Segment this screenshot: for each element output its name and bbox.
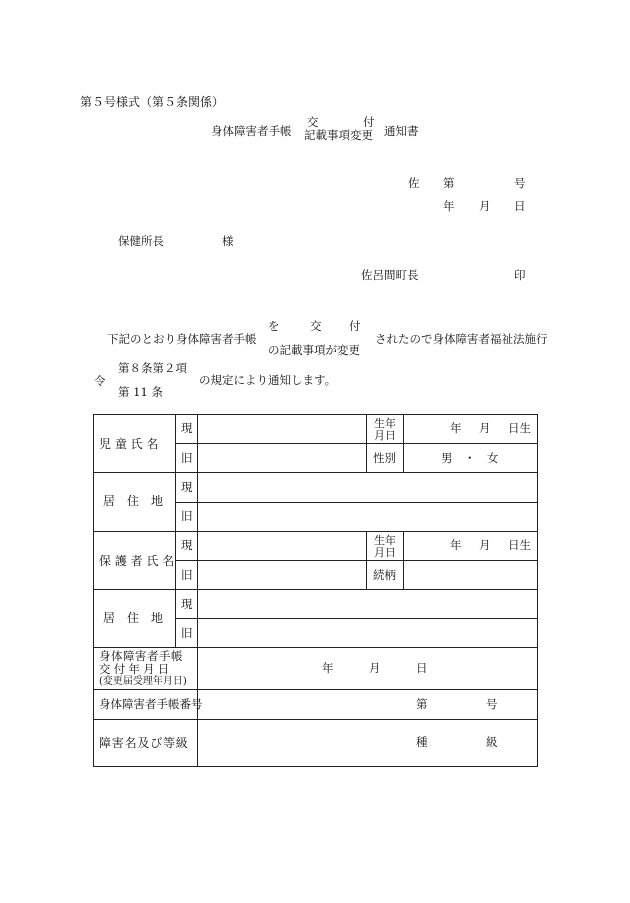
issue-date-year: 年 xyxy=(322,661,334,675)
form-number-label: 第５号様式（第５条関係） xyxy=(80,95,225,109)
guardian-dob-day: 日生 xyxy=(508,538,531,552)
issue-date-day: 日 xyxy=(416,661,428,675)
issuer-seal: 印 xyxy=(514,268,526,282)
notebook-number-gou: 号 xyxy=(486,697,498,711)
body-line1-suffix: されたので身体障害者福祉法施行 xyxy=(375,332,548,346)
issue-date-label-line1: 身体障害者手帳 xyxy=(99,649,183,663)
body-option-wo: を xyxy=(268,319,280,333)
date-year: 年 xyxy=(443,199,455,213)
guardian-current-label: 現 xyxy=(181,538,193,552)
issuer-name: 佐呂間町長 xyxy=(361,268,419,282)
label-guardian-residence xyxy=(103,612,167,624)
date-day: 日 xyxy=(514,199,526,213)
child-current-label: 現 xyxy=(181,421,193,435)
body-option-fu: 付 xyxy=(349,319,361,333)
table-grid-lines xyxy=(93,414,538,767)
child-dob-month: 月 xyxy=(479,421,491,435)
issue-date-label-line3: (変更届受理年月日) xyxy=(99,676,187,687)
addressee-sama: 様 xyxy=(222,234,234,248)
ref-sa: 佐 xyxy=(408,176,420,190)
guardian-residence-current-label: 現 xyxy=(181,597,193,611)
issue-date-label-line2: 交付年月日 xyxy=(99,662,173,676)
child-former-label: 旧 xyxy=(181,451,193,465)
notice-table xyxy=(93,414,538,767)
child-residence-current-label: 現 xyxy=(181,480,193,494)
disability-label: 障害名及び等級 xyxy=(99,736,189,750)
label-child-name: 児 童 氏 名 xyxy=(99,437,159,451)
child-dob-day: 日生 xyxy=(508,421,531,435)
body-line2-rei: 令 xyxy=(94,374,106,388)
child-dob-year: 年 xyxy=(450,421,462,435)
title-option-issue-kou: 交 xyxy=(307,115,319,129)
label-guardian-name: 保 護 者 氏 名 xyxy=(99,554,175,568)
guardian-dob-label-1: 生年 xyxy=(374,534,396,547)
disability-shu: 種 xyxy=(416,735,428,749)
ref-gou: 号 xyxy=(514,176,526,190)
child-residence-former-label: 旧 xyxy=(181,509,193,523)
child-dob-label-1: 生年 xyxy=(374,417,396,430)
disability-kyu: 級 xyxy=(486,735,498,749)
guardian-residence-former-label: 旧 xyxy=(181,626,193,640)
issue-date-month: 月 xyxy=(369,661,381,675)
body-option-kou: 交 xyxy=(310,319,322,333)
title-option-change: 記載事項変更 xyxy=(304,128,373,142)
body-option-change: の記載事項が変更 xyxy=(268,343,360,357)
guardian-dob-year: 年 xyxy=(450,538,462,552)
body-option-article8: 第８条第２項 xyxy=(118,361,187,375)
title-option-issue-fu: 付 xyxy=(363,115,375,129)
guardian-former-label: 旧 xyxy=(181,568,193,582)
child-dob-label-2: 月日 xyxy=(374,429,396,442)
title-suffix: 通知書 xyxy=(384,124,419,138)
date-month: 月 xyxy=(479,199,491,213)
guardian-dob-label-2: 月日 xyxy=(374,546,396,559)
ref-dai: 第 xyxy=(443,176,455,190)
residence-text: 居 住 地 xyxy=(103,494,164,508)
notebook-number-label: 身体障害者手帳番号 xyxy=(99,697,203,711)
sex-value: 男 ・ 女 xyxy=(441,451,499,465)
notebook-number-dai: 第 xyxy=(416,697,428,711)
body-line2-suffix: の規定により通知します。 xyxy=(199,373,337,387)
label-child-residence xyxy=(103,495,167,507)
guardian-dob-month: 月 xyxy=(479,538,491,552)
sex-label: 性別 xyxy=(373,451,396,465)
relation-label: 続柄 xyxy=(373,568,396,582)
body-line1-prefix: 下記のとおり身体障害者手帳 xyxy=(107,332,257,346)
body-option-article11: 第 11 条 xyxy=(118,385,163,399)
guardian-residence-text: 居 住 地 xyxy=(103,611,164,625)
addressee-office: 保健所長 xyxy=(118,234,164,248)
title-prefix: 身体障害者手帳 xyxy=(211,124,292,138)
